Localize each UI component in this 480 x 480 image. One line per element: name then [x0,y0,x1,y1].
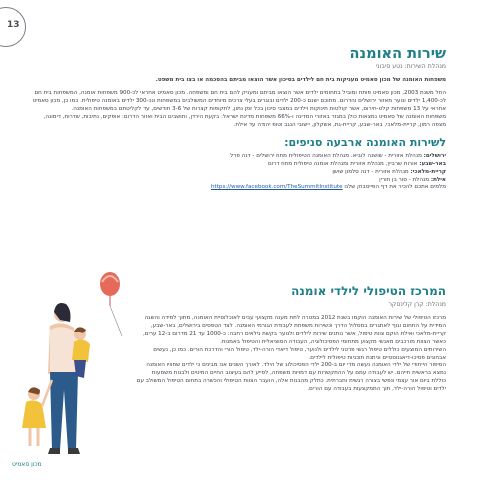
balloon-icon [100,272,122,336]
section-subtitle: מנהלת השירות: נטע סיבוני [375,63,446,70]
facebook-invite-text: מלמים אתכם להכיר את דף הפייסבוק שלנו [344,184,446,191]
paragraph: החל משנת 2003, מכון סאמיט פותח ומוביל בתחומים ילדים אשר הוצאו מביתם ומעניק להם בית חם ומשפחה. מכון סאמיט אחראי לכ-900 משפחות אומנה, המשפחות בית חם לכ-1,400 ילדים ונוער מאזור ירושלים והדרום. מתוכם ישנם כ-200 ילדים ובוגרים בעלי צרכים מיוחדים המשולבים במשפחות ונכ-300 ילדים באומנה טיפולית. כמו כן, מכון סאמיט אחראי על 13 משפחות קלט-חירום, אשר קולטות תינוקות וילדים במצבי סיכון בכל זמן נתון, לתקופות קצרות של 3-6 חודשים, עד לקליטתם במשפחות האומנה. [32,89,446,112]
section-subtitle: מנהלת: קרן קלינסקר [388,301,446,308]
branch-name: באר-שבע: [419,161,446,168]
section-treatment-center [136,284,446,394]
branch-details: מנהלת - סור בן חורין [379,176,430,183]
footer-label: מכון סאמיט [12,461,42,468]
girl-figure [22,380,52,446]
page-number-badge [0,7,26,47]
branches-title: לשירות האומנה ארבעה סניפים: [284,136,446,150]
page-number: 13 [7,20,20,30]
paragraph: השירותים המוצעים כוללים טיפול רגשי פרטני לילדים ולנוער, טיפול דיאדי הורה-ילד, טיפול הורי והדרכת הורים. כמו כן, נעשים אבחונים פסיכו-דיאגנוסטיים וניתנת תוכניות טיפולית לילדים. [153,346,446,361]
section-title: המרכז הטיפולי לילדי אומנה [291,284,446,298]
branch-details: אורות שרביץ, מנהלת אזורית ומנהלת אומנה טיפולית מחוז דרום [267,161,418,168]
branch-name: קריית-מלאכי: [410,168,446,175]
paragraph: משפחות האומנה של סאמיט נמצאות כולן במגזר באזורי המדינה ו-66% משפחות מדינת ישראל: בקעת הירדן, ותושבים הבית ואזור הדרום: אופקים, נתיבות, שדרות, דימונה, מצפה רמון, קריית-מלאכי, באר-שבע, קריית-גת, אשקלון, יישובי הנגב וטופ יהודה עד אילת. [43,113,446,128]
facebook-link[interactable]: https://www.facebook.com/TheSummitInstitute [210,184,343,191]
branch-name: אילת: [430,176,446,183]
branch-details: מנהלת אזורית - דנה סלמון שושן [332,168,409,175]
family-illustration [20,262,160,462]
section-title: שירות האומנה [349,46,446,62]
list-item [30,169,446,177]
list-item [30,161,446,169]
paragraph: הסיפור הייחודי של ילדי האומנה נעשה מדי יום ב-200 ילדי הפסיכולוג של הילד. לאורך השנים אנו מבינים כי ילדים שחוויו האומנה נמצא בראשית חייהם. יש לעבודה עמם על ההתקשרות עם דמויות משפחה, לסייע להם בעיצוב החיים המיטים ולבנות משמעות כוללת ביום אור עצמי ונפשי בצורה רגשית וחברתית. כתלק מהבנות אלה, הועבר הצוות הטיפולי והכשרה בתחום הטיפול המשולב עם ילדים וטיפול הורה-ילד, תוך התמקצעות בעבודה עם הורים. [136,362,446,393]
branches-list [30,153,446,192]
branch-name: ירושלים: [423,153,446,160]
facebook-line [30,184,446,192]
paragraph: מרכזו הטיפולי של שירות האומנה הוקמו בשנת 2012 במטרה לתת מענה מקצועי עבים לאוכלוסיית האומנה, מתוך למידה והשגה המידית על התחום וגוף לאתגרים במסלול הדרך וכשירות משפחת לעבודת הגורמי האומנה. לצד הטפסים בירושלים, באר-שבע, קריית-מלאכי ואילת הוקם צוות טיפול, אשר נותנים שירות לילדים ולנוער בקשת גילאים רחבה: כ-1000 עד 21 מדרום ב-12 ערים, כאשר הצוות מורכבים מאנשי מקצוע מתחומי הפסיכולוגיה, העבודה הסוציאלית והטיפול באמנות. [142,315,446,345]
section-foster-service [30,46,446,192]
list-item [30,153,446,161]
branch-details: מנהלת אזורית - שושנה לוביא. מנהלת האומנה הטיפולית מחוז ירושלים - דנה פרל [230,153,422,160]
lead-paragraph: משפחות האומנה של מכון סאמיט מעניקות בית חם לילדים בסיכון אשר הוצאו מביתם בהסכמה או בצו בית משפט. [155,77,446,83]
mother-figure [48,303,80,454]
